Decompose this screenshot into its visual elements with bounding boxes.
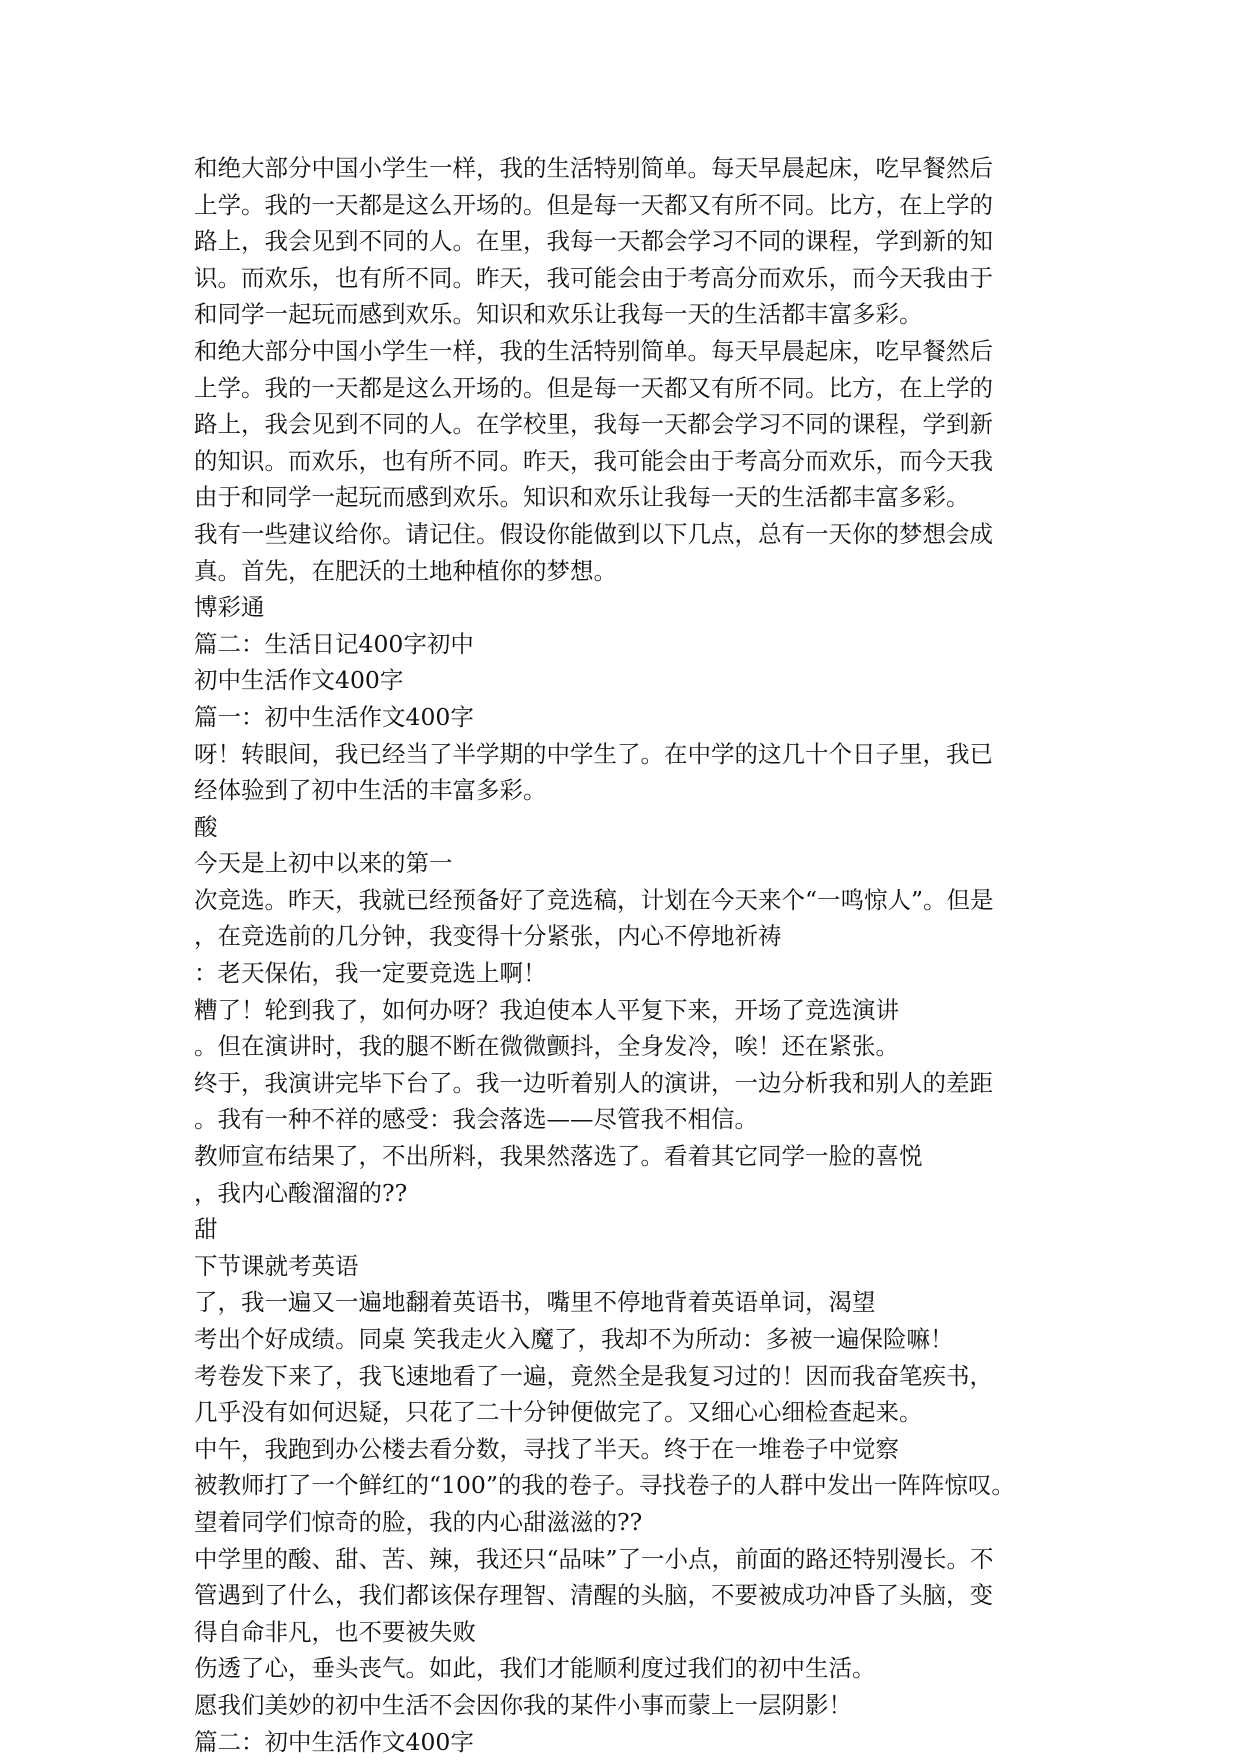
text-line: 我有一些建议给你。请记住。假设你能做到以下几点，总有一天你的梦想会成 [194, 519, 993, 548]
text-line: 今天是上初中以来的第一 [194, 849, 453, 878]
text-line: 愿我们美妙的初中生活不会因你我的某件小事而蒙上一层阴影！ [194, 1690, 852, 1719]
text-line: 路上，我会见到不同的人。在里，我每一天都会学习不同的课程，学到新的知 [194, 227, 993, 256]
text-line: 被教师打了一个鲜红的“100”的我的卷子。寻找卷子的人群中发出一阵阵惊叹。 [194, 1471, 1015, 1500]
text-line: 考卷发下来了，我飞速地看了一遍，竟然全是我复习过的！因而我奋笔疾书， [194, 1361, 993, 1390]
text-line: 篇一：初中生活作文400字 [194, 702, 474, 731]
text-line: 甜 [194, 1215, 218, 1244]
text-line: 的知识。而欢乐，也有所不同。昨天，我可能会由于考高分而欢乐，而今天我 [194, 446, 993, 475]
text-line: 中午，我跑到办公楼去看分数，寻找了半天。终于在一堆卷子中觉察 [194, 1434, 899, 1463]
text-line: 终于，我演讲完毕下台了。我一边听着别人的演讲，一边分析我和别人的差距 [194, 1068, 993, 1097]
text-line: 真。首先，在肥沃的土地种植你的梦想。 [194, 556, 617, 585]
text-line: 几乎没有如何迟疑，只花了二十分钟便做完了。又细心心细检查起来。 [194, 1398, 923, 1427]
text-line: 得自命非凡，也不要被失败 [194, 1617, 476, 1646]
text-line: 次竞选。昨天，我就已经预备好了竞选稿，计划在今天来个“一鸣惊人”。但是 [194, 885, 994, 914]
text-line: 初中生活作文400字 [194, 666, 404, 695]
text-line: 博彩通 [194, 593, 265, 622]
text-line: 篇二：生活日记400字初中 [194, 629, 474, 658]
text-line: 上学。我的一天都是这么开场的。但是每一天都又有所不同。比方，在上学的 [194, 373, 993, 402]
text-line: 经体验到了初中生活的丰富多彩。 [194, 776, 547, 805]
text-line: 。但在演讲时，我的腿不断在微微颤抖，全身发冷，唉！还在紧张。 [194, 1032, 899, 1061]
text-line: 中学里的酸、甜、苦、辣，我还只“品味”了一小点，前面的路还特别漫长。不 [194, 1544, 994, 1573]
text-line: 和绝大部分中国小学生一样，我的生活特别简单。每天早晨起床，吃早餐然后 [194, 154, 993, 182]
text-line: 路上，我会见到不同的人。在学校里，我每一天都会学习不同的课程，学到新 [194, 410, 993, 439]
text-line: 了，我一遍又一遍地翻着英语书，嘴里不停地背着英语单词，渴望 [194, 1288, 876, 1317]
text-line: 上学。我的一天都是这么开场的。但是每一天都又有所不同。比方，在上学的 [194, 190, 993, 219]
text-line: 望着同学们惊奇的脸，我的内心甜滋滋的?? [194, 1507, 643, 1536]
text-line: 管遇到了什么，我们都该保存理智、清醒的头脑，不要被成功冲昏了头脑，变 [194, 1581, 993, 1610]
text-line: 酸 [194, 812, 218, 841]
text-line: 识。而欢乐，也有所不同。昨天，我可能会由于考高分而欢乐，而今天我由于 [194, 263, 993, 292]
text-line: 考出个好成绩。同桌 笑我走火入魔了，我却不为所动：多被一遍保险嘛！ [194, 1325, 954, 1353]
text-line: 伤透了心，垂头丧气。如此，我们才能顺利度过我们的初中生活。 [194, 1654, 876, 1683]
text-line: 。我有一种不祥的感受：我会落选——尽管我不相信。 [194, 1105, 758, 1134]
document-body [194, 150, 1060, 1760]
text-line: ，我内心酸溜溜的?? [194, 1178, 408, 1207]
text-line: 糟了！轮到我了，如何办呀？我迫使本人平复下来，开场了竞选演讲 [194, 995, 899, 1024]
text-line: 由于和同学一起玩而感到欢乐。知识和欢乐让我每一天的生活都丰富多彩。 [194, 483, 970, 512]
text-line: 篇二：初中生活作文400字 [194, 1727, 474, 1756]
text-line: 呀！转眼间，我已经当了半学期的中学生了。在中学的这几十个日子里，我已 [194, 739, 993, 768]
text-line: 和同学一起玩而感到欢乐。知识和欢乐让我每一天的生活都丰富多彩。 [194, 300, 923, 329]
text-line: 和绝大部分中国小学生一样，我的生活特别简单。每天早晨起床，吃早餐然后 [194, 336, 993, 365]
text-line: ：老天保佑，我一定要竞选上啊！ [194, 959, 547, 988]
text-line: 教师宣布结果了，不出所料，我果然落选了。看着其它同学一脸的喜悦 [194, 1142, 923, 1171]
text-line: 下节课就考英语 [194, 1251, 359, 1280]
text-line: ，在竞选前的几分钟，我变得十分紧张，内心不停地祈祷 [194, 922, 782, 951]
